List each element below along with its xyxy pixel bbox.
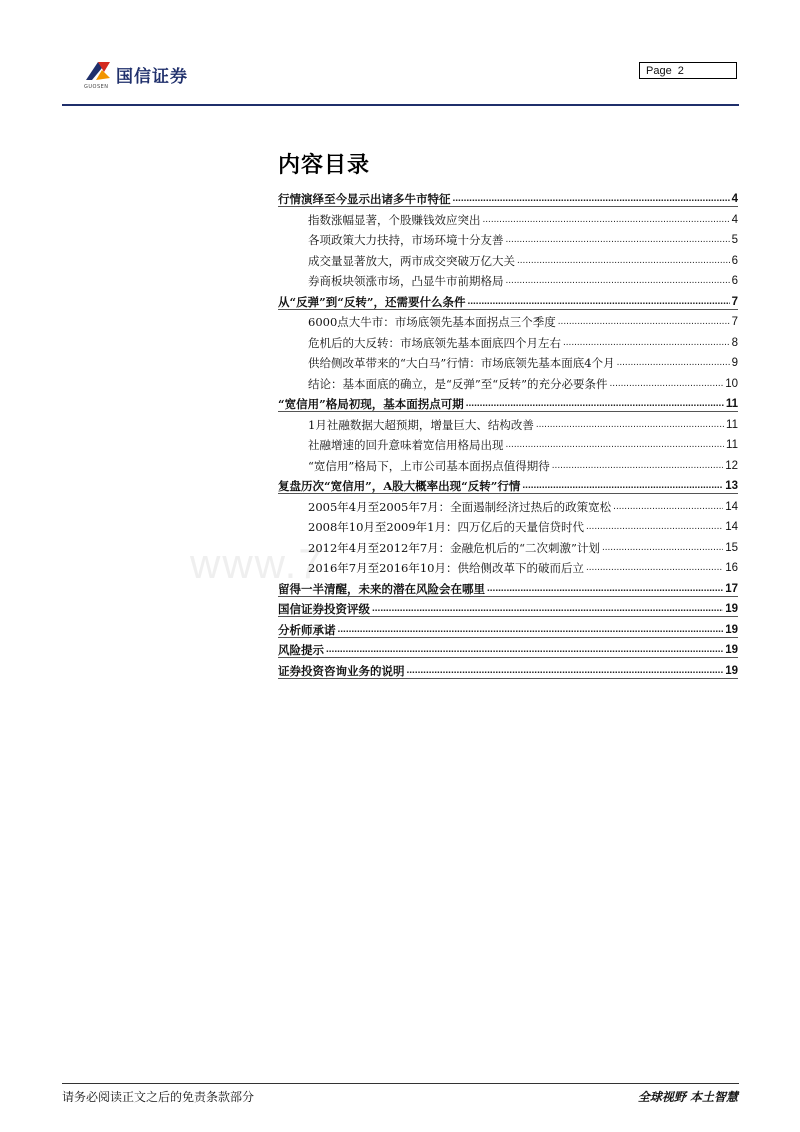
- toc-section-entry[interactable]: [278, 289, 738, 310]
- toc-subsection-entry[interactable]: [278, 268, 738, 288]
- toc-section-entry[interactable]: [278, 637, 738, 658]
- toc-subsection-entry[interactable]: [278, 330, 738, 350]
- toc-subsection-entry[interactable]: [278, 432, 738, 452]
- footer-slogan: 全球视野 本土智慧: [637, 1090, 738, 1104]
- toc-subsection-entry[interactable]: [278, 371, 738, 391]
- toc-section-entry[interactable]: [278, 186, 738, 207]
- toc-entry-label: 2016年7月至2016年10月：供给侧改革下的破而后立: [308, 561, 584, 575]
- logo-subtext: GUOSEN: [84, 84, 109, 90]
- toc-entry-label: 社融增速的回升意味着宽信用格局出现: [308, 438, 504, 452]
- toc-entry-page: 9: [731, 357, 738, 369]
- toc-section-entry[interactable]: [278, 596, 738, 617]
- toc-section-entry[interactable]: [278, 473, 738, 494]
- toc-dot-leader: [602, 541, 723, 555]
- toc-dot-leader: [522, 479, 723, 493]
- toc-entry-label: 危机后的大反转：市场底领先基本面底四个月左右: [308, 335, 561, 350]
- toc-dot-leader: [552, 459, 723, 473]
- toc-entry-label: 风险提示: [278, 643, 324, 657]
- toc-entry-label: 留得一半清醒，未来的潜在风险会在哪里: [278, 581, 485, 596]
- toc-entry-label: 券商板块领涨市场，凸显牛市前期格局: [308, 274, 504, 288]
- toc-entry-page: 10: [725, 377, 738, 390]
- toc-section-entry[interactable]: [278, 617, 738, 638]
- toc-entry-page: 11: [726, 439, 738, 451]
- toc-entry-label: 各项政策大力扶持，市场环境十分友善: [308, 233, 504, 247]
- header-divider: [62, 104, 739, 106]
- toc-entry-label: 2012年4月至2012年7月：金融危机后的“二次刺激”计划: [308, 540, 600, 555]
- toc-section-entry[interactable]: [278, 391, 738, 412]
- company-logo: [84, 58, 224, 92]
- toc-dot-leader: [506, 233, 730, 247]
- toc-subsection-entry[interactable]: [278, 514, 738, 534]
- toc-entry-page: 11: [726, 418, 738, 431]
- toc-dot-leader: [617, 356, 730, 370]
- toc-entry-page: 11: [725, 398, 738, 410]
- toc-entry-page: 17: [725, 582, 738, 595]
- toc-entry-label: 6000点大牛市：市场底领先基本面拐点三个季度: [308, 315, 556, 329]
- toc-entry-label: 从“反弹”到“反转”，还需要什么条件: [278, 294, 466, 309]
- toc-entry-label: “宽信用”格局下，上市公司基本面拐点值得期待: [308, 458, 550, 473]
- toc-entry-page: 6: [731, 254, 738, 267]
- footer-disclaimer: 请务必阅读正文之后的免责条款部分: [62, 1090, 255, 1104]
- toc-dot-leader: [536, 418, 724, 432]
- toc-title: 内容目录: [278, 152, 371, 178]
- toc-subsection-entry[interactable]: [278, 555, 738, 575]
- page-number: 2: [677, 65, 684, 77]
- toc-subsection-entry[interactable]: [278, 350, 738, 370]
- toc-subsection-entry[interactable]: [278, 412, 738, 432]
- toc-section-entry[interactable]: [278, 658, 738, 679]
- toc-entry-page: 6: [731, 275, 738, 287]
- toc-entry-page: 13: [725, 480, 738, 492]
- toc-entry-label: 证券投资咨询业务的说明: [278, 663, 405, 678]
- toc-entry-page: 5: [731, 234, 738, 246]
- toc-entry-label: 2005年4月至2005年7月：全面遏制经济过热后的政策宽松: [308, 499, 612, 514]
- toc-dot-leader: [338, 623, 724, 637]
- toc-dot-leader: [563, 336, 730, 350]
- toc-dot-leader: [558, 315, 730, 329]
- toc-dot-leader: [586, 561, 723, 575]
- toc-entry-label: 复盘历次“宽信用”，A股大概率出现“反转”行情: [278, 479, 521, 493]
- toc-subsection-entry[interactable]: [278, 248, 738, 268]
- toc-entry-page: 16: [725, 562, 738, 574]
- toc-subsection-entry[interactable]: [278, 309, 738, 329]
- toc-entry-label: 行情演绎至今显示出诸多牛市特征: [278, 192, 451, 206]
- logo-text: 国信证券: [116, 67, 188, 87]
- toc-dot-leader: [407, 664, 724, 678]
- toc-entry-page: 19: [725, 644, 738, 656]
- toc-dot-leader: [372, 602, 723, 616]
- toc-entry-label: 1月社融数据大超预期，增量巨大、结构改善: [308, 417, 534, 432]
- toc-dot-leader: [466, 397, 724, 411]
- watermark: www.7: [190, 540, 324, 587]
- toc-entry-page: 15: [725, 541, 738, 554]
- toc-entry-page: 8: [731, 336, 738, 349]
- toc-entry-label: 指数涨幅显著，个股赚钱效应突出: [308, 212, 481, 227]
- toc-entry-label: 结论：基本面底的确立，是“反弹”至“反转”的充分必要条件: [308, 376, 608, 391]
- toc-entry-page: 12: [725, 459, 738, 472]
- toc-dot-leader: [453, 192, 730, 206]
- toc-entry-label: 供给侧改革带来的“大白马”行情：市场底领先基本面底4个月: [308, 356, 615, 370]
- toc-dot-leader: [487, 582, 723, 596]
- toc-dot-leader: [517, 254, 730, 268]
- toc-entry-page: 19: [725, 603, 738, 615]
- toc-entry-page: 7: [731, 316, 738, 328]
- toc-entry-page: 7: [731, 295, 738, 308]
- logo-mark-icon: [84, 58, 112, 84]
- toc-subsection-entry[interactable]: [278, 453, 738, 473]
- toc-dot-leader: [326, 643, 723, 657]
- toc-dot-leader: [483, 213, 730, 227]
- toc-subsection-entry[interactable]: [278, 535, 738, 555]
- toc-subsection-entry[interactable]: [278, 494, 738, 514]
- toc-dot-leader: [613, 500, 723, 514]
- toc-entry-page: 19: [725, 664, 738, 677]
- toc-entry-page: 14: [725, 521, 738, 533]
- toc-entry-label: 分析师承诺: [278, 622, 336, 637]
- toc-dot-leader: [467, 295, 729, 309]
- toc-dot-leader: [506, 438, 725, 452]
- toc-entry-page: 4: [731, 213, 738, 226]
- footer-divider: [62, 1083, 739, 1084]
- toc-entry-label: 2008年10月至2009年1月：四万亿后的天量信贷时代: [308, 520, 584, 534]
- toc-dot-leader: [506, 274, 730, 288]
- toc-dot-leader: [610, 377, 724, 391]
- page-indicator: [639, 62, 737, 79]
- toc-entry-label: 成交量显著放大，两市成交突破万亿大关: [308, 253, 515, 268]
- toc-entry-page: 19: [725, 623, 738, 636]
- toc-section-entry[interactable]: [278, 576, 738, 597]
- toc-dot-leader: [586, 520, 723, 534]
- toc-entry-page: 4: [731, 193, 738, 205]
- toc-entry-label: “宽信用”格局初现，基本面拐点可期: [278, 397, 464, 411]
- page-label: Page: [646, 65, 672, 77]
- toc-subsection-entry[interactable]: [278, 207, 738, 227]
- toc-entry-page: 14: [725, 500, 738, 513]
- toc-entry-label: 国信证券投资评级: [278, 602, 370, 616]
- toc-subsection-entry[interactable]: [278, 227, 738, 247]
